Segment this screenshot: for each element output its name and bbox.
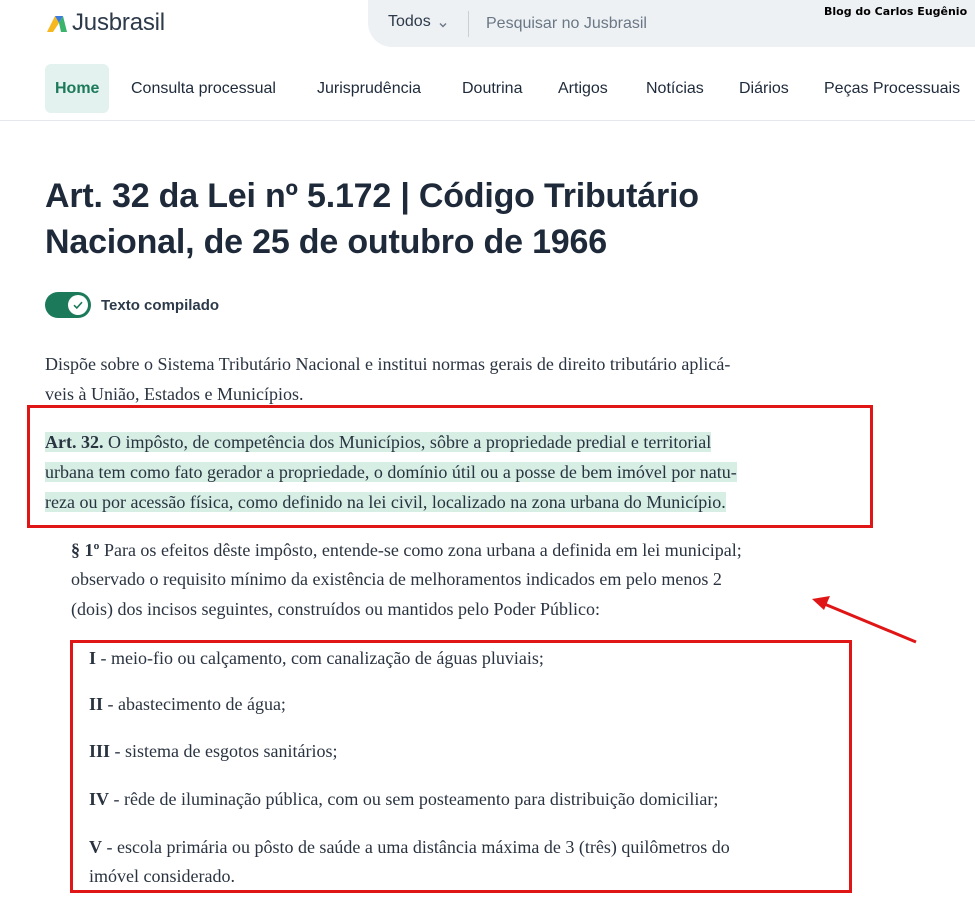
paragraph-1-label: § 1º — [71, 540, 100, 560]
nav-item-home[interactable]: Home — [45, 64, 109, 113]
logo-text: Jusbrasil — [72, 9, 165, 36]
art-32-label: Art. 32. — [45, 432, 104, 452]
inciso-i-text: - meio-fio ou calçamento, com canalização de águas pluviais; — [96, 648, 544, 668]
main-nav — [0, 64, 975, 114]
search-scope-dropdown[interactable] — [388, 13, 448, 31]
inciso-v-label: V — [89, 837, 102, 857]
page-title-line-1: Art. 32 da Lei nº 5.172 | Código Tributário — [45, 177, 699, 215]
annotation-box-incisos — [70, 640, 852, 893]
inciso-v-text: - escola primária ou pôsto de saúde a uma distância máxima de 3 (três) quilômetros do — [102, 837, 730, 857]
jusbrasil-logo-icon — [45, 12, 69, 34]
inciso-iii-text: - sistema de esgotos sanitários; — [110, 741, 338, 761]
page-title-line-2: Nacional, de 25 de outubro de 1966 — [45, 223, 607, 261]
nav-item-consulta-processual[interactable]: Consulta processual — [131, 80, 276, 97]
jusbrasil-logo[interactable] — [45, 9, 165, 37]
page-title — [45, 173, 925, 265]
nav-item-jurisprudencia[interactable]: Jurisprudência — [317, 80, 422, 97]
toggle-label: Texto compilado — [101, 296, 220, 314]
inciso-ii-label: II — [89, 694, 104, 714]
inciso-ii-text: - abastecimento de água; — [103, 694, 286, 714]
inciso-iv-label: IV — [89, 789, 110, 809]
intro-line-2: veis à União, Estados e Municípios. — [45, 384, 304, 404]
texto-compilado-toggle[interactable] — [45, 292, 219, 318]
search-divider — [468, 11, 469, 37]
art-32-text-3: reza ou por acessão física, como definido na lei civil, localizado na zona urbana do Município. — [45, 492, 726, 512]
intro-line-1: Dispõe sobre o Sistema Tributário Nacional e institui normas gerais de direito tributário aplicá- — [45, 354, 731, 374]
blog-watermark: Blog do Carlos Eugênio — [824, 5, 968, 18]
header-divider — [0, 120, 975, 121]
annotation-box-art-32 — [27, 405, 873, 528]
chevron-down-icon — [438, 17, 448, 27]
inciso-i-label: I — [89, 648, 97, 668]
inciso-v-line-2: imóvel considerado. — [89, 866, 235, 886]
search-scope-label: Todos — [388, 13, 431, 30]
nav-item-doutrina[interactable]: Doutrina — [462, 80, 523, 97]
nav-item-pecas-processuais[interactable]: Peças Processuais — [824, 80, 961, 97]
inciso-iv-text: - rêde de iluminação pública, com ou sem posteamento para distribuição domiciliar; — [109, 789, 719, 809]
nav-item-artigos[interactable]: Artigos — [558, 80, 608, 97]
nav-item-noticias[interactable]: Notícias — [646, 80, 704, 97]
art-32-text-2: urbana tem como fato gerador a propriedade, o domínio útil ou a posse de bem imóvel por natu- — [45, 462, 737, 482]
paragraph-1-text-1: Para os efeitos dêste impôsto, entende-se como zona urbana a definida em lei municipal; — [99, 540, 742, 560]
check-icon — [68, 295, 88, 315]
inciso-iii-label: III — [89, 741, 111, 761]
paragraph-1-line-3: (dois) dos incisos seguintes, construídos ou mantidos pelo Poder Público: — [71, 599, 600, 619]
paragraph-1-line-2: observado o requisito mínimo da existência de melhoramentos indicados em pelo menos 2 — [71, 569, 722, 589]
paragraph-1-line-1 — [71, 540, 742, 561]
search-input[interactable]: Pesquisar no Jusbrasil — [486, 15, 647, 32]
toggle-switch[interactable] — [45, 292, 91, 318]
nav-item-diarios[interactable]: Diários — [739, 80, 789, 97]
art-32-text-1: O impôsto, de competência dos Municípios, sôbre a propriedade predial e territorial — [103, 432, 712, 452]
